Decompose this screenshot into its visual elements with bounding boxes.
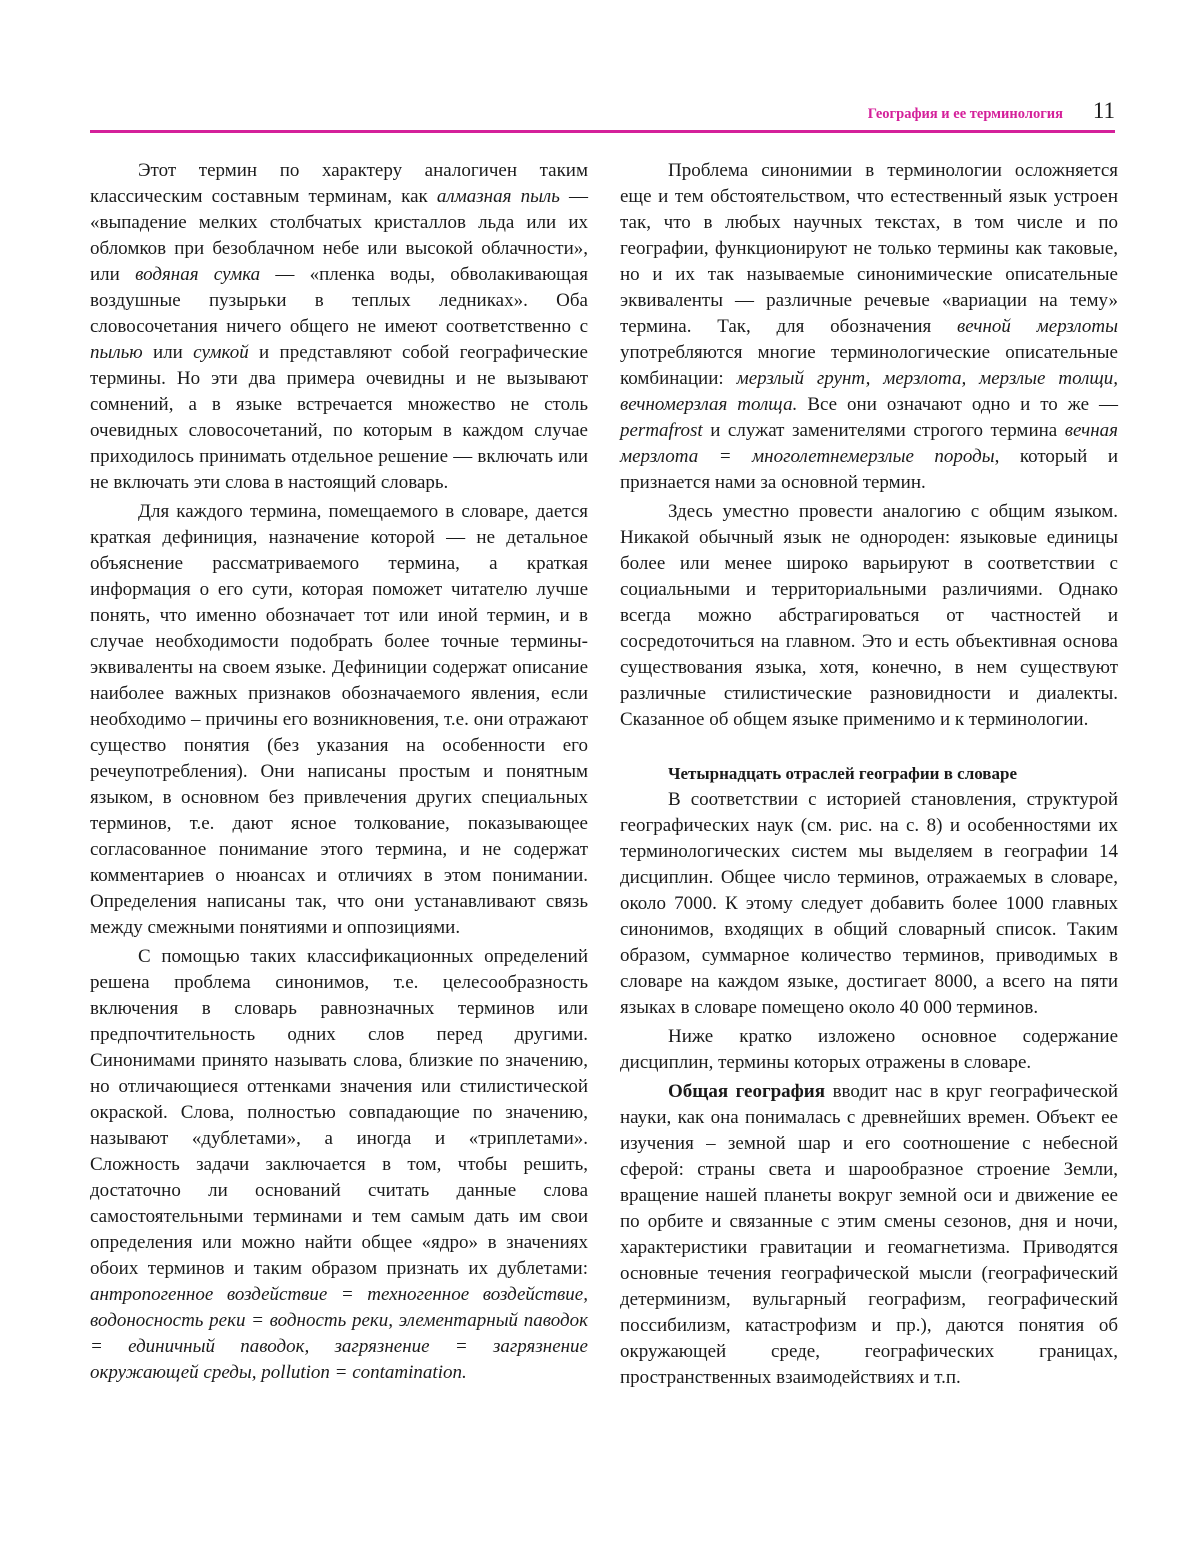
- paragraph: В соответствии с историей становления, структурой географических наук (см. рис. на с. 8) и особенностями их терминологических систем мы выделяем в географии 14 дисциплин. Общее число терминов, отражаемых в словаре, около 7000. К этому следует добавить более 1000 главных синонимов, входящих в общий словарный список. Таким образом, суммарное количество терминов, приводимых в словаре на каждом языке, достигает 8000, а всего на пяти языках в словаре помещено около 40 000 терминов.: [620, 789, 1118, 1018]
- paragraph: Здесь уместно провести аналогию с общим языком. Никакой обычный язык не однороден: языковые единицы более или менее широко варьируют в соответствии с социальными и территориальными различиями. Однако всегда можно абстрагироваться от частностей и сосредоточиться на главном. Это и есть объективная основа существования языка, хотя, конечно, в нем существуют различные стилистические разновидности и диалекты. Сказанное об общем языке применимо и к терминологии.: [620, 501, 1118, 730]
- paragraph: Проблема синонимии в терминологии осложняется еще и тем обстоятельством, что естественный язык устроен так, что в любых научных текстах, в том числе и по географии, функционируют не только термины как таковые, но и их так называемые синонимические описательные эквиваленты — различные речевые «вариации на тему» термина. Так, для обозначения вечной мерзлоты употребляются многие терминологические описательные комбинации: мерзлый грунт, мерзлота, мерзлые толщи, вечномерзлая толща. Все они означают одно и то же — permafrost и служат заменителями строгого термина вечная мерзлота = многолетнемерзлые породы, который и признается нами за основной термин.: [620, 160, 1119, 493]
- right-column: [620, 158, 1118, 1391]
- running-title: География и ее терминология: [867, 106, 1063, 122]
- running-header: [90, 100, 1115, 133]
- paragraph: Для каждого термина, помещаемого в словаре, дается краткая дефиниция, назначение которой — не детальное объяснение рассматриваемого термина, а краткая информация о его сути, которая поможет читателю лучше понять, что именно обозначает тот или иной термин, и в случае необходимости подобрать более точные термины-эквиваленты на своем языке. Дефиниции содержат описание наиболее важных признаков обозначаемого явления, если необходимо – причины его возникновения, т.е. они отражают существо понятия (без указания на особенности его речеупотребления). Они написаны простым и понятным языком, в основном без привлечения других специальных терминов, т.е. дают ясное толкование, показывающее согласованное понимание этого термина, и не содержат комментариев о нюансах и отличиях в этом понимании. Определения написаны так, что они устанавливают связь между смежными понятиями и оппозициями.: [90, 501, 588, 938]
- section-heading: Четырнадцать отраслей географии в словаре: [668, 764, 1017, 783]
- left-column: [90, 158, 588, 1386]
- paragraph: Общая география вводит нас в круг географической науки, как она понималась с древнейших времен. Объект ее изучения – земной шар и его соотношение с небесной сферой: страны света и шарообразное строение Земли, вращение нашей планеты вокруг земной оси и движение ее по орбите и связанные с этим смены сезонов, дня и ночи, характеристики гравитации и геомагнетизма. Приводятся основные течения географической мысли (географический детерминизм, вульгарный географизм, географический поссибилизм, катастрофизм и пр.), даются понятия об окружающей среде, географических границах, пространственных взаимодействиях и т.п.: [620, 1081, 1118, 1388]
- paragraph: С помощью таких классификационных определений решена проблема синонимов, т.е. целесообразность включения в словарь равнозначных терминов или предпочтительность одних слов перед другими. Синонимами принято называть слова, близкие по значению, но отличающиеся оттенками значения или стилистической окраской. Слова, полностью совпадающие по значению, называют «дублетами», а иногда и «триплетами». Сложность задачи заключается в том, чтобы решить, достаточно ли оснований считать данные слова самостоятельными терминами и тем самым дать им свои определения или можно найти общее «ядро» в значениях обоих терминов и таким образом признать их дублетами: антропогенное воздействие = техногенное воздействие, водоносность реки = водность реки, элементарный паводок = единичный паводок, загрязнение = загрязнение окружающей среды, pollution = contamination.: [90, 946, 588, 1383]
- page-number: 11: [1092, 98, 1115, 123]
- paragraph: Ниже кратко изложено основное содержание дисциплин, термины которых отражены в словаре.: [620, 1026, 1118, 1073]
- paragraph: Этот термин по характеру аналогичен таким классическим составным терминам, как алмазная пыль — «выпадение мелких столбчатых кристаллов льда или их обломков при безоблачном небе или высокой облачности», или водяная сумка — «пленка воды, обволакивающая воздушные пузырьки в теплых ледниках». Оба словосочетания ничего общего не имеют соответственно с пылью или сумкой и представляют собой географические термины. Но эти два примера очевидны и не вызывают сомнений, а в языке встречается множество не столь очевидных словосочетаний, по которым в каждом случае приходилось принимать отдельное решение — включать или не включать эти слова в настоящий словарь.: [90, 160, 588, 493]
